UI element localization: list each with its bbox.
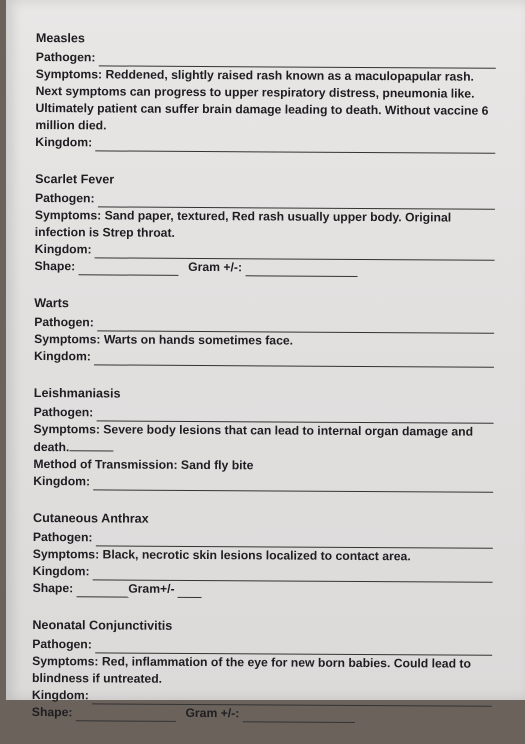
symptoms-text: Symptoms: Reddened, slightly raised rash known as a maculopapular rash. Next symptoms can progress to upper respiratory distress, pneumonia like. Ultimately patient can suffer brain damage leading to death. Without vaccine 6 million died.: [35, 66, 489, 133]
kingdom-label: Kingdom:: [32, 563, 90, 579]
shape-label: Shape:: [31, 704, 73, 720]
gram-answer-blank[interactable]: [242, 709, 354, 723]
pathogen-label: Pathogen:: [33, 404, 94, 420]
section-title: Warts: [34, 295, 69, 311]
kingdom-row: [33, 563, 493, 583]
kingdom-row: [33, 473, 493, 493]
kingdom-label: Kingdom:: [34, 241, 92, 257]
symptoms-text: Symptoms: Black, necrotic skin lesions localized to contact area.: [32, 546, 411, 564]
kingdom-answer-blank[interactable]: [94, 245, 494, 260]
shape-gram-row: [33, 580, 493, 600]
gram-label: Gram+/-: [128, 581, 175, 596]
gram-label: Gram +/-:: [185, 705, 240, 721]
worksheet-content: [32, 30, 496, 744]
pathogen-label: Pathogen:: [35, 49, 96, 65]
kingdom-answer-blank[interactable]: [95, 138, 495, 153]
symptoms-text: [33, 421, 493, 459]
kingdom-row: [32, 687, 492, 707]
shape-answer-blank[interactable]: [76, 584, 128, 597]
section-title: Scarlet Fever: [35, 171, 115, 187]
section-neonatal-conjunctivitis: [32, 617, 493, 724]
pathogen-label: Pathogen:: [34, 314, 94, 330]
gram-answer-blank[interactable]: [245, 263, 357, 277]
pathogen-label: Pathogen:: [32, 529, 93, 545]
shape-gram-row: [35, 258, 495, 278]
shape-label: Shape:: [32, 580, 74, 596]
shape-label: Shape:: [34, 258, 76, 274]
section-title: Cutaneous Anthrax: [32, 510, 149, 526]
shape-answer-blank[interactable]: [75, 708, 175, 722]
worksheet-page: [6, 0, 525, 721]
symptoms-sentence: Symptoms: Severe body lesions that can lead to internal organ damage and death.: [33, 421, 474, 455]
symptoms-trailing-blank[interactable]: [69, 438, 113, 451]
section-scarlet-fever: [35, 171, 496, 278]
kingdom-label: Kingdom:: [33, 473, 91, 489]
kingdom-row: [35, 134, 495, 154]
kingdom-label: Kingdom:: [33, 348, 91, 364]
kingdom-label: Kingdom:: [35, 134, 93, 150]
section-warts: [34, 295, 494, 368]
section-leishmaniasis: [33, 385, 494, 493]
kingdom-answer-blank[interactable]: [94, 352, 494, 367]
shape-answer-blank[interactable]: [78, 262, 178, 276]
pathogen-label: Pathogen:: [34, 190, 95, 206]
kingdom-answer-blank[interactable]: [93, 477, 493, 492]
section-title: Leishmaniasis: [33, 385, 121, 401]
kingdom-row: [34, 348, 494, 368]
kingdom-answer-blank[interactable]: [92, 691, 492, 706]
transmission-text: Method of Transmission: Sand fly bite: [33, 456, 254, 473]
gram-answer-blank[interactable]: [178, 585, 202, 598]
pathogen-label: Pathogen:: [32, 636, 92, 652]
section-measles: [35, 30, 496, 154]
gram-label: Gram +/-:: [188, 259, 243, 275]
symptoms-text: Symptoms: Warts on hands sometimes face.: [34, 331, 294, 348]
kingdom-label: Kingdom:: [31, 687, 89, 703]
kingdom-row: [35, 241, 495, 261]
symptoms-text: Symptoms: Sand paper, textured, Red rash usually upper body. Original infection is Strep throat.: [34, 207, 452, 240]
section-title: Neonatal Conjunctivitis: [32, 617, 173, 633]
symptoms-text: Symptoms: Red, inflammation of the eye for new born babies. Could lead to blindness if untreated.: [31, 653, 471, 686]
section-cutaneous-anthrax: [33, 510, 494, 600]
section-title: Measles: [35, 30, 86, 46]
shape-gram-row: [32, 704, 492, 724]
